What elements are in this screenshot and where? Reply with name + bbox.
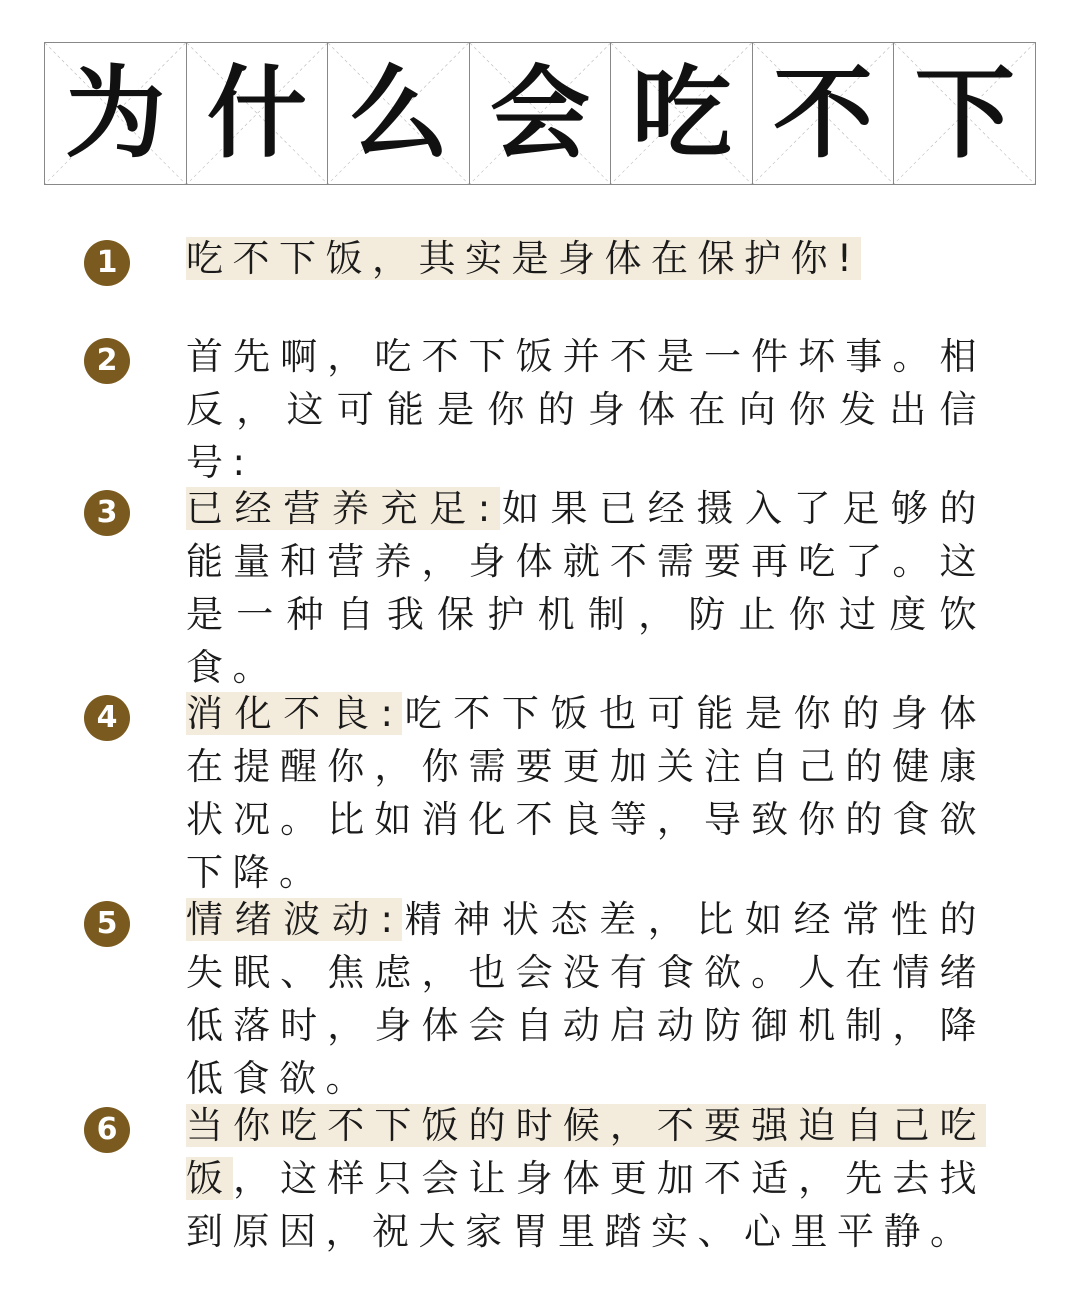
- title-cell: [753, 43, 895, 184]
- item-text: [186, 687, 986, 899]
- highlighted-text: 当你吃不下饭的时候，不要强迫自己吃饭: [186, 1104, 986, 1200]
- number-badge: 3: [84, 490, 130, 536]
- title-char: 为: [65, 54, 166, 172]
- item-text: [186, 482, 986, 694]
- number-badge: 6: [84, 1107, 130, 1153]
- highlighted-text: 已经营养充足:: [186, 487, 500, 530]
- item-text: [186, 330, 986, 489]
- title-grid: [44, 42, 1036, 185]
- title-cell: [611, 43, 753, 184]
- title-char: 么: [348, 54, 449, 172]
- body-text: 吃不下饭也可能是你的身体在提醒你，你需要更加关注自己的健康状况。比如消化不良等，导致你的食欲下降。: [186, 692, 987, 894]
- title-char: 不: [773, 54, 874, 172]
- number-badge: 4: [84, 695, 130, 741]
- title-char: 会: [490, 54, 591, 172]
- body-text: 首先啊，吃不下饭并不是一件坏事。相反，这可能是你的身体在向你发出信号:: [186, 335, 986, 484]
- title-cell: [894, 43, 1035, 184]
- item-text: [186, 1099, 986, 1258]
- body-text: 精神状态差，比如经常性的失眠、焦虑，也会没有食欲。人在情绪低落时，身体会自动启动防御机制，降低食欲。: [186, 898, 987, 1100]
- title-cell: [45, 43, 187, 184]
- number-badge: 5: [84, 901, 130, 947]
- title-char: 吃: [631, 54, 732, 172]
- highlighted-text: 消化不良:: [186, 692, 403, 735]
- highlighted-text: 吃不下饭，其实是身体在保护你!: [186, 237, 862, 280]
- title-cell: [187, 43, 329, 184]
- item-text: [186, 232, 986, 285]
- item-text: [186, 893, 986, 1105]
- title-cell: [328, 43, 470, 184]
- title-char: 下: [914, 54, 1015, 172]
- number-badge: 2: [84, 338, 130, 384]
- body-text: ，这样只会让身体更加不适，先去找到原因，祝大家胃里踏实、心里平静。: [186, 1157, 986, 1253]
- title-char: 什: [206, 54, 307, 172]
- number-badge: 1: [84, 240, 130, 286]
- body-text: 如果已经摄入了足够的能量和营养，身体就不需要再吃了。这是一种自我保护机制，防止你过度饮食。: [186, 487, 987, 689]
- highlighted-text: 情绪波动:: [186, 898, 403, 941]
- title-cell: [470, 43, 612, 184]
